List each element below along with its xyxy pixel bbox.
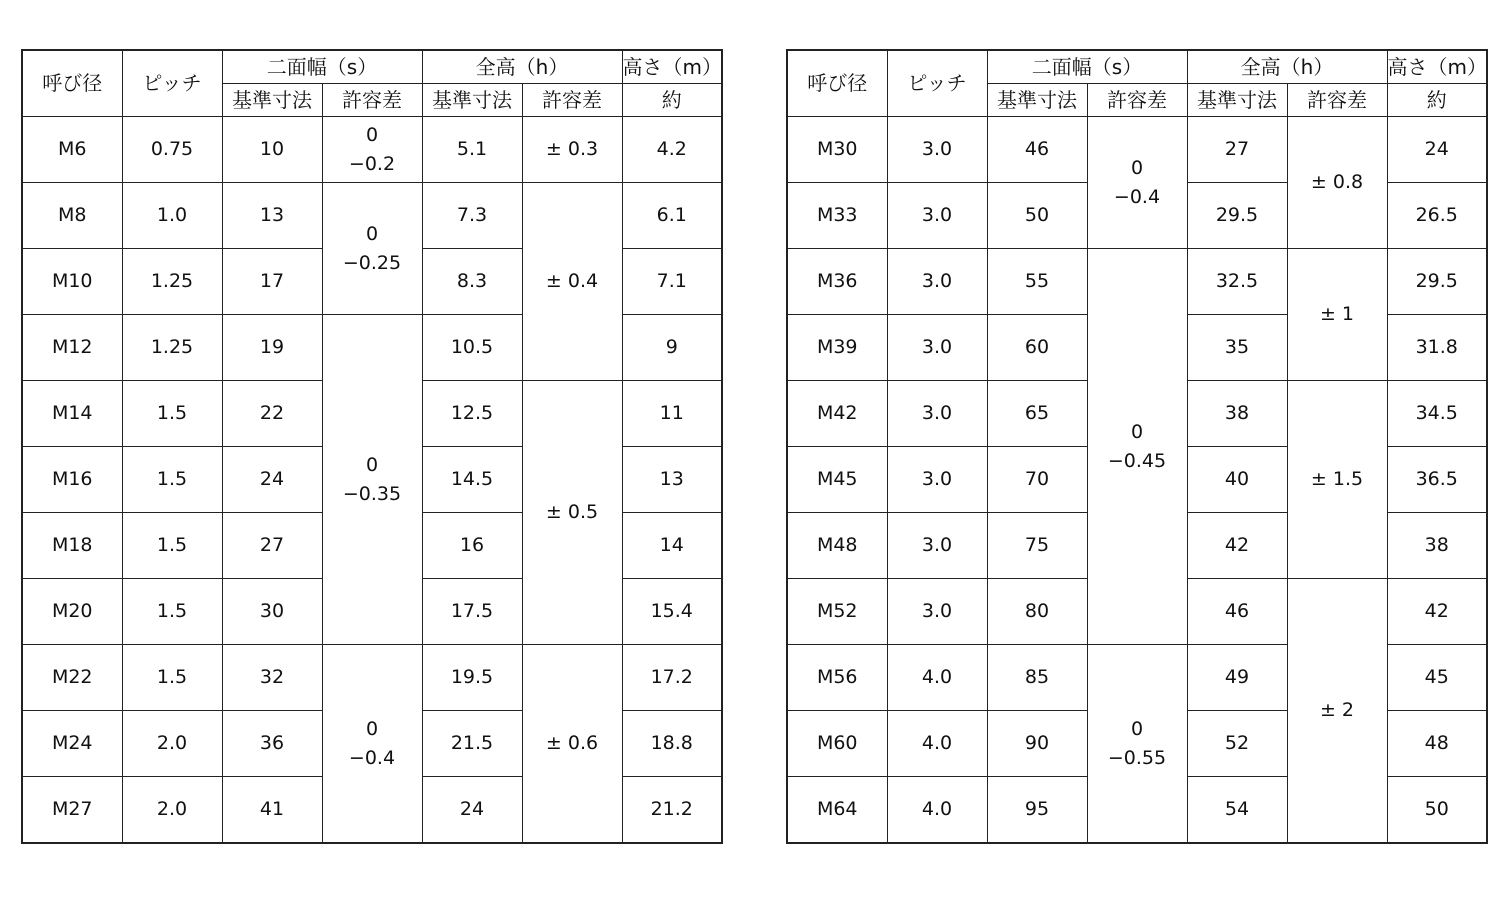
size-cell: M64: [787, 777, 887, 844]
size-cell: M10: [22, 249, 122, 315]
m-cell: 9: [622, 315, 722, 381]
s-cell: 90: [987, 711, 1087, 777]
tol-lower: −0.4: [1113, 185, 1161, 208]
m-cell: 11: [622, 381, 722, 447]
size-cell: M60: [787, 711, 887, 777]
s-cell: 27: [222, 513, 322, 579]
s-cell: 60: [987, 315, 1087, 381]
h-cell: 27: [1187, 117, 1287, 183]
s-tolerance-cell: [322, 645, 422, 844]
size-cell: M52: [787, 579, 887, 645]
pitch-cell: 4.0: [887, 777, 987, 844]
h-cell: 42: [1187, 513, 1287, 579]
tol-lower: −0.2: [348, 152, 396, 175]
pitch-cell: 1.5: [122, 579, 222, 645]
size-cell: M8: [22, 183, 122, 249]
s-cell: 95: [987, 777, 1087, 844]
m-cell: 50: [1387, 777, 1487, 844]
s-cell: 41: [222, 777, 322, 844]
tol-lower: −0.45: [1107, 449, 1167, 472]
header-approx: 約: [1387, 84, 1487, 117]
header-total-height: 全高（h）: [1187, 50, 1387, 84]
pitch-cell: 3.0: [887, 315, 987, 381]
header-base-dim: 基準寸法: [222, 84, 322, 117]
h-tolerance-cell: ± 1: [1287, 249, 1387, 381]
pitch-cell: 1.0: [122, 183, 222, 249]
table-row: [787, 117, 1487, 183]
m-cell: 31.8: [1387, 315, 1487, 381]
m-cell: 29.5: [1387, 249, 1487, 315]
pitch-cell: 1.25: [122, 249, 222, 315]
size-cell: M16: [22, 447, 122, 513]
tol-upper: 0: [1130, 717, 1144, 740]
s-tolerance-cell: [1087, 645, 1187, 844]
pitch-cell: 3.0: [887, 381, 987, 447]
tol-upper: 0: [365, 222, 379, 245]
header-nominal: 呼び径: [787, 50, 887, 117]
h-cell: 7.3: [422, 183, 522, 249]
tol-lower: −0.35: [342, 482, 402, 505]
s-tolerance-cell: [322, 183, 422, 315]
h-cell: 12.5: [422, 381, 522, 447]
s-tolerance-cell: [322, 117, 422, 183]
tol-lower: −0.55: [1107, 746, 1167, 769]
m-cell: 21.2: [622, 777, 722, 844]
tol-upper: 0: [1130, 420, 1144, 443]
m-cell: 38: [1387, 513, 1487, 579]
h-cell: 52: [1187, 711, 1287, 777]
pitch-cell: 3.0: [887, 249, 987, 315]
s-cell: 17: [222, 249, 322, 315]
s-cell: 32: [222, 645, 322, 711]
table-row: [22, 645, 722, 711]
s-cell: 55: [987, 249, 1087, 315]
h-cell: 32.5: [1187, 249, 1287, 315]
header-pitch: ピッチ: [887, 50, 987, 117]
h-cell: 19.5: [422, 645, 522, 711]
size-cell: M22: [22, 645, 122, 711]
s-cell: 22: [222, 381, 322, 447]
m-cell: 13: [622, 447, 722, 513]
pitch-cell: 4.0: [887, 711, 987, 777]
m-cell: 36.5: [1387, 447, 1487, 513]
tol-lower: −0.25: [342, 251, 402, 274]
h-cell: 5.1: [422, 117, 522, 183]
header-height: 高さ（m）: [622, 50, 722, 84]
header-width-across-flats: 二面幅（s）: [222, 50, 422, 84]
s-tolerance-cell: [322, 315, 422, 645]
size-cell: M45: [787, 447, 887, 513]
s-cell: 10: [222, 117, 322, 183]
h-cell: 10.5: [422, 315, 522, 381]
pitch-cell: 4.0: [887, 645, 987, 711]
pitch-cell: 0.75: [122, 117, 222, 183]
h-tolerance-cell: ± 0.8: [1287, 117, 1387, 249]
size-cell: M18: [22, 513, 122, 579]
size-cell: M39: [787, 315, 887, 381]
table-row: [22, 183, 722, 249]
header-pitch: ピッチ: [122, 50, 222, 117]
table-row: [787, 249, 1487, 315]
h-tolerance-cell: ± 0.3: [522, 117, 622, 183]
header-tolerance: 許容差: [1087, 84, 1187, 117]
size-cell: M6: [22, 117, 122, 183]
h-tolerance-cell: ± 1.5: [1287, 381, 1387, 579]
header-base-dim: 基準寸法: [1187, 84, 1287, 117]
m-cell: 24: [1387, 117, 1487, 183]
m-cell: 42: [1387, 579, 1487, 645]
s-cell: 65: [987, 381, 1087, 447]
h-cell: 21.5: [422, 711, 522, 777]
size-cell: M27: [22, 777, 122, 844]
header-nominal: 呼び径: [22, 50, 122, 117]
header-tolerance: 許容差: [322, 84, 422, 117]
s-cell: 70: [987, 447, 1087, 513]
size-cell: M33: [787, 183, 887, 249]
m-cell: 18.8: [622, 711, 722, 777]
m-cell: 15.4: [622, 579, 722, 645]
size-cell: M14: [22, 381, 122, 447]
size-cell: M24: [22, 711, 122, 777]
tol-upper: 0: [365, 453, 379, 476]
size-cell: M12: [22, 315, 122, 381]
h-cell: 16: [422, 513, 522, 579]
pitch-cell: 3.0: [887, 117, 987, 183]
m-cell: 45: [1387, 645, 1487, 711]
size-cell: M30: [787, 117, 887, 183]
header-height: 高さ（m）: [1387, 50, 1487, 84]
s-cell: 36: [222, 711, 322, 777]
pitch-cell: 1.5: [122, 381, 222, 447]
pitch-cell: 1.5: [122, 645, 222, 711]
h-cell: 17.5: [422, 579, 522, 645]
h-cell: 35: [1187, 315, 1287, 381]
s-cell: 75: [987, 513, 1087, 579]
header-base-dim: 基準寸法: [422, 84, 522, 117]
pitch-cell: 3.0: [887, 447, 987, 513]
m-cell: 34.5: [1387, 381, 1487, 447]
m-cell: 14: [622, 513, 722, 579]
h-cell: 49: [1187, 645, 1287, 711]
size-cell: M48: [787, 513, 887, 579]
m-cell: 17.2: [622, 645, 722, 711]
h-cell: 54: [1187, 777, 1287, 844]
header-total-height: 全高（h）: [422, 50, 622, 84]
size-cell: M36: [787, 249, 887, 315]
pitch-cell: 3.0: [887, 183, 987, 249]
h-tolerance-cell: ± 0.4: [522, 183, 622, 381]
tol-upper: 0: [365, 717, 379, 740]
h-cell: 8.3: [422, 249, 522, 315]
h-cell: 40: [1187, 447, 1287, 513]
h-cell: 29.5: [1187, 183, 1287, 249]
m-cell: 6.1: [622, 183, 722, 249]
m-cell: 7.1: [622, 249, 722, 315]
h-cell: 46: [1187, 579, 1287, 645]
s-cell: 13: [222, 183, 322, 249]
pitch-cell: 1.5: [122, 513, 222, 579]
s-cell: 85: [987, 645, 1087, 711]
pitch-cell: 1.5: [122, 447, 222, 513]
s-tolerance-cell: [1087, 249, 1187, 645]
header-tolerance: 許容差: [522, 84, 622, 117]
s-cell: 50: [987, 183, 1087, 249]
h-cell: 24: [422, 777, 522, 844]
h-cell: 38: [1187, 381, 1287, 447]
m-cell: 4.2: [622, 117, 722, 183]
tol-upper: 0: [1130, 156, 1144, 179]
nut-dimension-table-right: [786, 49, 1488, 844]
tol-lower: −0.4: [348, 746, 396, 769]
size-cell: M20: [22, 579, 122, 645]
size-cell: M56: [787, 645, 887, 711]
size-cell: M42: [787, 381, 887, 447]
s-tolerance-cell: [1087, 117, 1187, 249]
table-row: [22, 117, 722, 183]
s-cell: 19: [222, 315, 322, 381]
m-cell: 48: [1387, 711, 1487, 777]
tol-upper: 0: [365, 123, 379, 146]
pitch-cell: 3.0: [887, 513, 987, 579]
s-cell: 46: [987, 117, 1087, 183]
pitch-cell: 2.0: [122, 777, 222, 844]
pitch-cell: 2.0: [122, 711, 222, 777]
header-width-across-flats: 二面幅（s）: [987, 50, 1187, 84]
s-cell: 24: [222, 447, 322, 513]
h-tolerance-cell: ± 0.6: [522, 645, 622, 844]
m-cell: 26.5: [1387, 183, 1487, 249]
header-approx: 約: [622, 84, 722, 117]
pitch-cell: 3.0: [887, 579, 987, 645]
s-cell: 30: [222, 579, 322, 645]
nut-dimension-table-left: [21, 49, 723, 844]
h-tolerance-cell: ± 0.5: [522, 381, 622, 645]
pitch-cell: 1.25: [122, 315, 222, 381]
header-tolerance: 許容差: [1287, 84, 1387, 117]
h-cell: 14.5: [422, 447, 522, 513]
header-base-dim: 基準寸法: [987, 84, 1087, 117]
h-tolerance-cell: ± 2: [1287, 579, 1387, 844]
s-cell: 80: [987, 579, 1087, 645]
